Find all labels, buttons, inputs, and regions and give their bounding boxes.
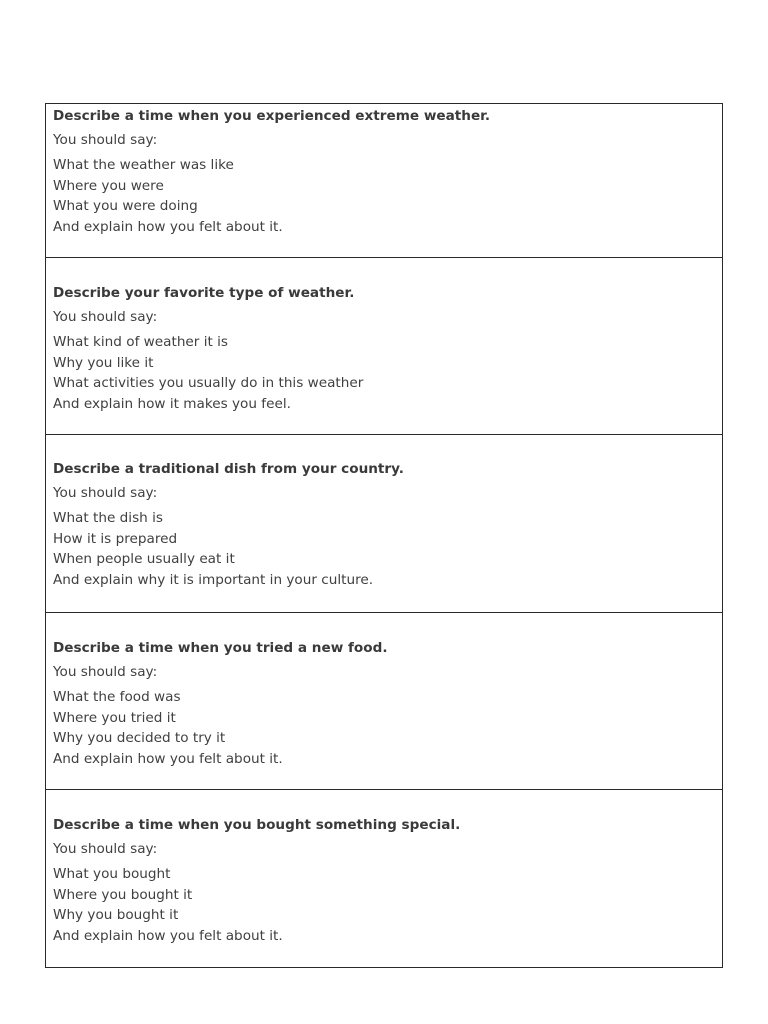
card-title: Describe a time when you bought something special. xyxy=(53,817,461,833)
cue-card-extreme-weather xyxy=(45,104,723,258)
card-point: What the food was xyxy=(53,689,181,705)
card-lead: You should say: xyxy=(53,485,158,501)
cue-card-traditional-dish xyxy=(45,435,723,613)
card-point: What you bought xyxy=(53,866,171,882)
card-point: What the weather was like xyxy=(53,157,234,173)
card-point: Why you bought it xyxy=(53,907,179,924)
card-point: And explain how you felt about it. xyxy=(53,928,283,945)
card-point: How it is prepared xyxy=(53,530,178,547)
card-point: Where you were xyxy=(53,177,164,194)
card-point: When people usually eat it xyxy=(53,551,235,568)
cue-card-new-food xyxy=(45,613,723,790)
card-lead: You should say: xyxy=(53,132,158,148)
card-title: Describe a traditional dish from your country. xyxy=(53,461,404,477)
card-point: And explain how it makes you feel. xyxy=(53,396,291,413)
card-title: Describe a time when you experienced extreme weather. xyxy=(53,108,491,124)
card-lead: You should say: xyxy=(53,841,158,857)
card-title: Describe your favorite type of weather. xyxy=(53,285,355,301)
card-point: What activities you usually do in this weather xyxy=(53,375,364,392)
card-points xyxy=(53,687,715,770)
card-point: And explain how you felt about it. xyxy=(53,219,283,236)
cue-card-special-purchase xyxy=(45,790,723,968)
card-point: Where you tried it xyxy=(53,709,176,726)
card-points xyxy=(53,508,715,591)
card-points xyxy=(53,864,715,947)
card-lead: You should say: xyxy=(53,664,158,680)
card-point: Why you like it xyxy=(53,354,154,371)
card-point: Where you bought it xyxy=(53,886,193,903)
card-point: Why you decided to try it xyxy=(53,730,226,747)
card-point: What kind of weather it is xyxy=(53,334,228,350)
card-title: Describe a time when you tried a new food. xyxy=(53,640,388,656)
cue-card-list xyxy=(45,103,723,968)
card-points xyxy=(53,332,715,415)
card-point: And explain how you felt about it. xyxy=(53,751,283,768)
card-points xyxy=(53,155,715,238)
card-point: What the dish is xyxy=(53,510,163,526)
card-point: What you were doing xyxy=(53,198,198,215)
card-lead: You should say: xyxy=(53,309,158,325)
cue-card-favorite-weather xyxy=(45,258,723,435)
card-point: And explain why it is important in your culture. xyxy=(53,572,374,589)
